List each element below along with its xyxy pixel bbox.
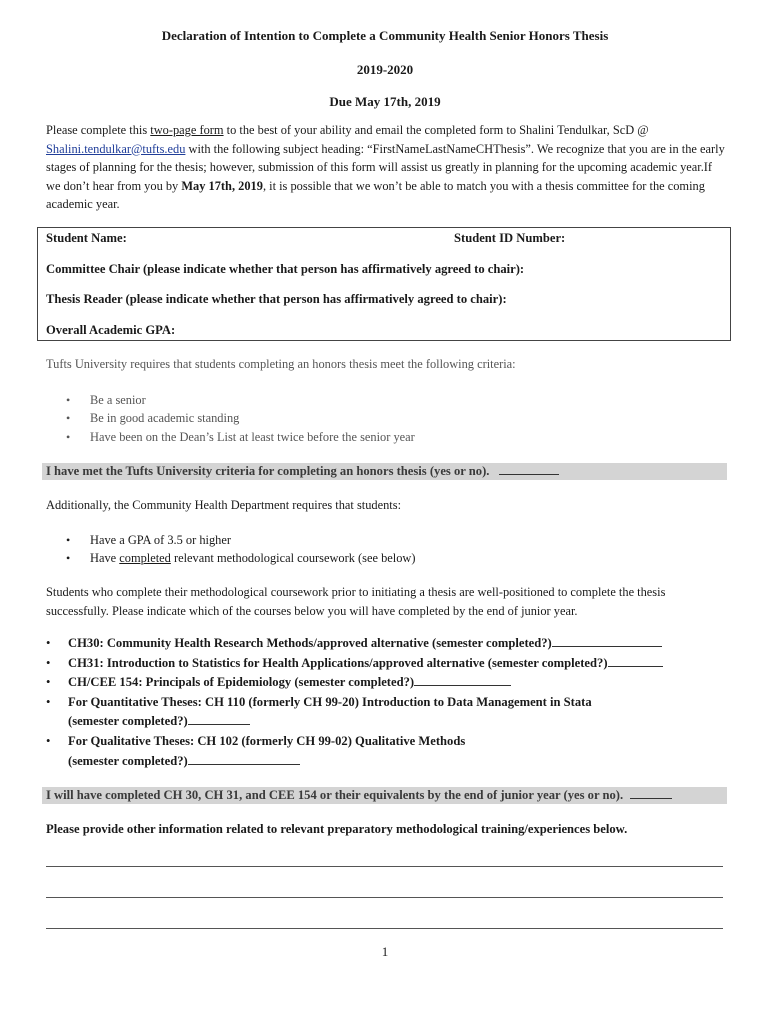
requirement-item xyxy=(64,549,415,567)
course-label: CH31: Introduction to Statistics for Health Applications/approved alternative (semester completed?) xyxy=(68,655,608,670)
coursework-confirmation-text: I will have completed CH 30, CH 31, and CEE 154 or their equivalents by the end of junior year (yes or no). xyxy=(46,788,624,802)
academic-year: 2019-2020 xyxy=(356,62,414,77)
course-label: (semester completed?) xyxy=(68,753,188,768)
intro-text-3: with the following subject heading: “FirstNameLastNameCHThesis”. We recognize that you are in the early stages of planning for the thesis; however, submission of this form will assist us greatly in planning for the upcoming academic year.If we don’t hear from you by xyxy=(46,141,725,193)
student-id-label[interactable]: Student ID Number: xyxy=(454,231,566,245)
coursework-confirmation xyxy=(42,787,727,804)
answer-line-2[interactable] xyxy=(46,897,723,898)
document-title: Declaration of Intention to Complete a Community Health Senior Honors Thesis xyxy=(161,28,609,43)
dept-requirements-intro: Additionally, the Community Health Department requires that students: xyxy=(46,498,402,512)
intro-text-4: , it is possible that we won’t be able to match you with a thesis committee for the coming academic year. xyxy=(46,178,705,212)
page-number: 1 xyxy=(381,944,389,959)
semester-blank[interactable] xyxy=(608,655,663,667)
criteria-item: • Have been on the Dean’s List at least twice before the senior year xyxy=(64,428,415,446)
answer-line-3[interactable] xyxy=(46,928,723,929)
tufts-criteria-list xyxy=(64,391,415,446)
requirement-underlined: completed xyxy=(119,551,171,566)
course-label: For Qualitative Theses: CH 102 (formerly CH 99-02) Qualitative Methods xyxy=(68,733,466,748)
answer-line-1[interactable] xyxy=(46,866,723,867)
tufts-confirmation-text: I have met the Tufts University criteria for completing an honors thesis (yes or no). xyxy=(46,464,490,478)
course-label: (semester completed?) xyxy=(68,714,188,729)
committee-chair-label[interactable]: Committee Chair (please indicate whether that person has affirmatively agreed to chair): xyxy=(46,262,525,276)
semester-blank[interactable] xyxy=(188,753,300,765)
requirement-text: Have xyxy=(90,551,120,566)
dept-requirements-list xyxy=(64,531,415,568)
course-item-cee154 xyxy=(44,673,734,693)
course-list xyxy=(44,634,734,771)
tufts-confirmation-blank[interactable] xyxy=(499,463,559,475)
course-label: For Quantitative Theses: CH 110 (formerly CH 99-20) Introduction to Data Management in Stata xyxy=(68,694,592,709)
form-link[interactable]: two-page form xyxy=(150,123,224,137)
semester-blank[interactable] xyxy=(414,674,511,686)
course-label: CH/CEE 154: Principals of Epidemiology (semester completed?) xyxy=(68,675,415,690)
criteria-item: • Be in good academic standing xyxy=(64,409,415,427)
gpa-label[interactable]: Overall Academic GPA: xyxy=(46,323,176,337)
email-link[interactable]: Shalini.tendulkar@tufts.edu xyxy=(46,141,186,156)
course-label: CH30: Community Health Research Methods/approved alternative (semester completed?) xyxy=(68,636,552,650)
courses-intro: Students who complete their methodological coursework prior to initiating a thesis are well-positioned to complete the thesis successfully. Please indicate which of the courses below you will have completed by the end of junior year. xyxy=(46,585,666,618)
course-item-ch30 xyxy=(44,634,734,654)
course-item-ch102 xyxy=(44,732,734,771)
due-date: Due May 17th, 2019 xyxy=(329,94,441,109)
requirement-item: • Have a GPA of 3.5 or higher xyxy=(64,531,415,549)
deadline: May 17th, 2019 xyxy=(181,178,263,193)
requirement-text: relevant methodological coursework (see below) xyxy=(170,551,416,566)
thesis-reader-label[interactable]: Thesis Reader (please indicate whether that person has affirmatively agreed to chair): xyxy=(46,292,507,306)
other-info-prompt: Please provide other information related to relevant preparatory methodological training/experiences below. xyxy=(46,822,628,836)
course-item-ch31 xyxy=(44,654,734,674)
intro-text-2: to the best of your ability and email the completed form to Shalini Tendulkar, ScD @ xyxy=(223,123,649,137)
course-item-ch110 xyxy=(44,693,734,732)
student-info-box xyxy=(37,227,731,341)
semester-blank[interactable] xyxy=(552,635,662,647)
tufts-criteria-intro: Tufts University requires that students completing an honors thesis meet the following criteria: xyxy=(46,357,516,371)
criteria-item: • Be a senior xyxy=(64,391,415,409)
tufts-criteria-confirmation xyxy=(42,463,727,480)
intro-text-1: Please complete this xyxy=(46,123,151,137)
student-name-label[interactable]: Student Name: xyxy=(46,231,127,245)
semester-blank[interactable] xyxy=(188,713,250,725)
instructions-paragraph xyxy=(46,121,726,214)
coursework-confirmation-blank[interactable] xyxy=(630,787,672,799)
